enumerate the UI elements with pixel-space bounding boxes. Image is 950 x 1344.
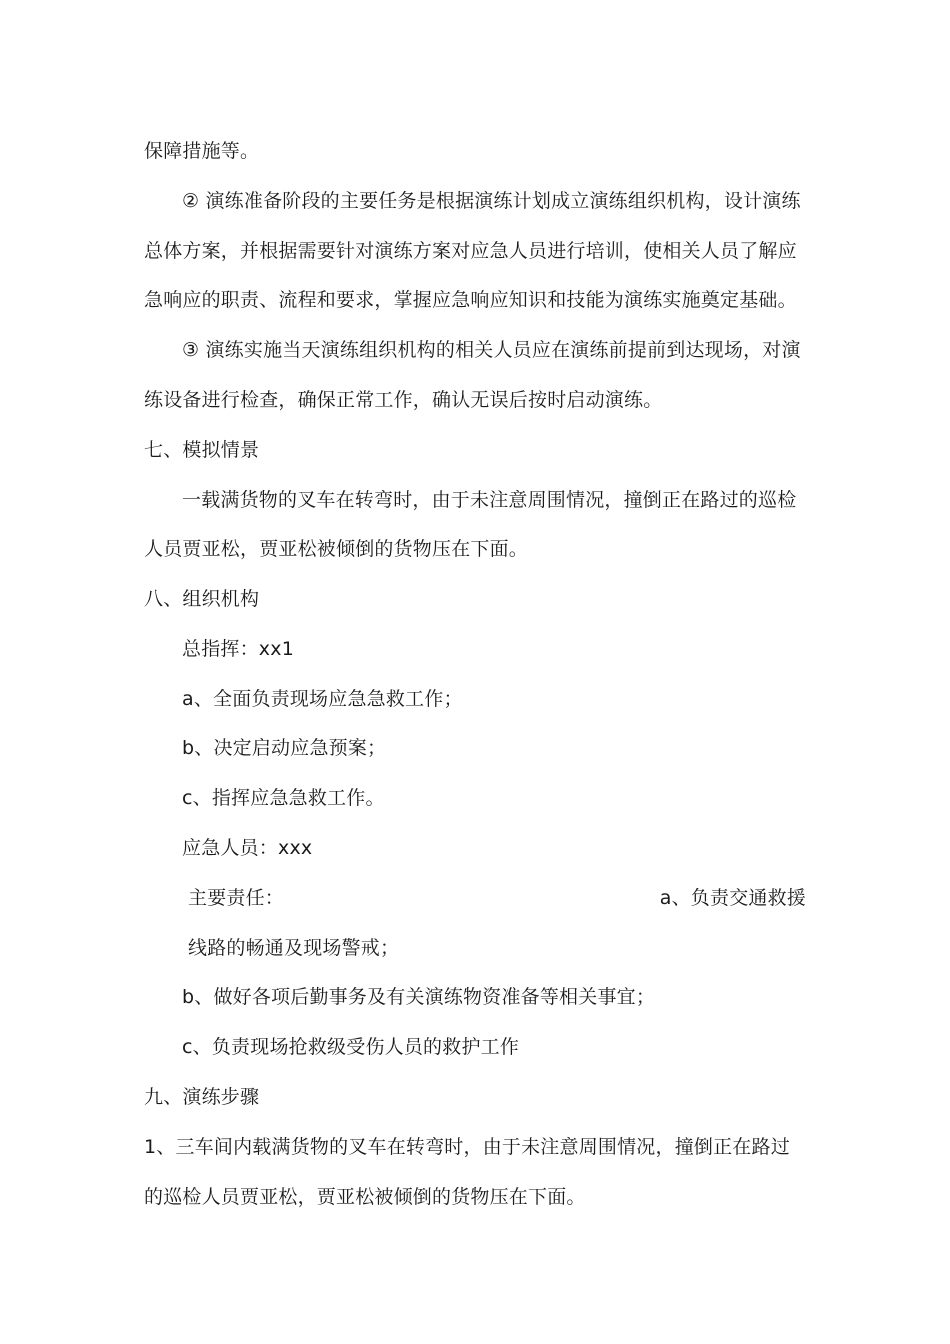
list-item: b、做好各项后勤事务及有关演练物资准备等相关事宜； [182, 986, 656, 1008]
list-item-continuation: 线路的畅通及现场警戒； [188, 937, 400, 959]
paragraph-line: 1、三车间内载满货物的叉车在转弯时，由于未注意周围情况，撞倒正在路过 [144, 1136, 790, 1158]
paragraph-line: 一载满货物的叉车在转弯时，由于未注意周围情况，撞倒正在路过的巡检 [182, 489, 797, 511]
paragraph-line: 的巡检人员贾亚松，贾亚松被倾倒的货物压在下面。 [144, 1186, 586, 1208]
section-heading: 七、模拟情景 [144, 439, 260, 461]
role-title: 应急人员：xxx [182, 837, 313, 859]
list-item: a、负责交通救援 [659, 887, 806, 909]
paragraph-line: 急响应的职责、流程和要求，掌握应急响应知识和技能为演练实施奠定基础。 [144, 289, 797, 311]
role-title: 总指挥：xx1 [182, 638, 294, 660]
paragraph-line: ③ 演练实施当天演练组织机构的相关人员应在演练前提前到达现场，对演 [182, 339, 801, 361]
paragraph-line: 总体方案，并根据需要针对演练方案对应急人员进行培训，使相关人员了解应 [144, 240, 797, 262]
paragraph-line: 保障措施等。 [144, 140, 260, 162]
list-item: b、决定启动应急预案； [182, 737, 387, 759]
responsibility-label: 主要责任： [188, 887, 285, 909]
paragraph-line: 练设备进行检查，确保正常工作，确认无误后按时启动演练。 [144, 389, 663, 411]
section-heading: 八、组织机构 [144, 588, 260, 610]
list-item: c、负责现场抢救级受伤人员的救护工作 [182, 1036, 520, 1058]
list-item: c、指挥应急急救工作。 [182, 787, 385, 809]
responsibility-row [188, 886, 806, 910]
paragraph-line: 人员贾亚松，贾亚松被倾倒的货物压在下面。 [144, 538, 529, 560]
section-heading: 九、演练步骤 [144, 1086, 260, 1108]
list-item: a、全面负责现场应急急救工作； [182, 688, 463, 710]
paragraph-line: ② 演练准备阶段的主要任务是根据演练计划成立演练组织机构，设计演练 [182, 190, 801, 212]
